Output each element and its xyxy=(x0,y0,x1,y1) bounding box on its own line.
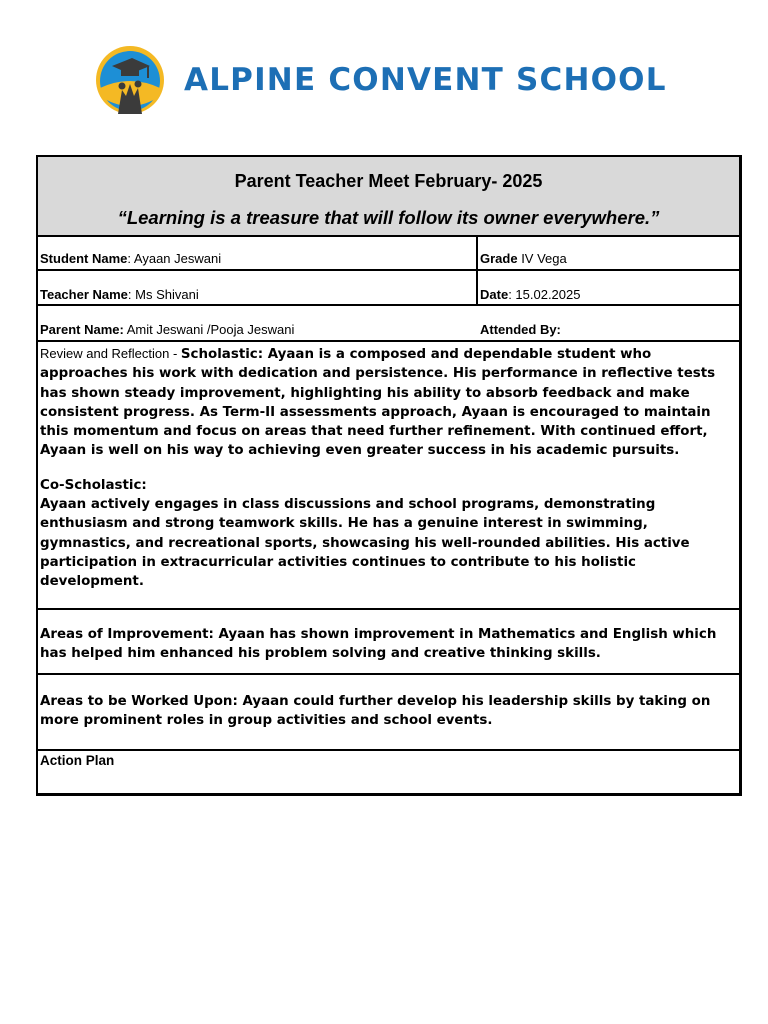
areas-of-improvement-section xyxy=(38,610,739,676)
ptm-form xyxy=(36,155,742,796)
student-name-cell xyxy=(38,237,478,269)
title-box xyxy=(38,157,739,237)
parent-name-value: Amit Jeswani /Pooja Jeswani xyxy=(123,322,295,337)
student-name-label: Student Name xyxy=(40,251,128,266)
review-lead-label: Review and Reflection - xyxy=(40,346,181,361)
meeting-title: Parent Teacher Meet February- 2025 xyxy=(234,171,543,191)
scholastic-text: Scholastic: Ayaan is a composed and dependable student who approaches his work with dedication and persistence. His performance in reflective tests has shown steady improvement, highlighting his ability to absorb feedback and make consistent progress. As Term-II assessments approach, Ayaan is encouraged to maintain this momentum and focus on areas that need further refinement. With continued effort, Ayaan is well on his way to achieving even greater success in his academic pursuits. xyxy=(40,347,716,459)
date-cell xyxy=(478,271,739,304)
attended-by-label: Attended By: xyxy=(480,322,561,337)
school-header xyxy=(94,44,667,116)
teacher-name-value: : Ms Shivani xyxy=(127,287,199,302)
student-name-value: : Ayaan Jeswani xyxy=(127,251,222,266)
scholastic-paragraph xyxy=(40,344,737,461)
grade-cell xyxy=(478,237,739,269)
parent-row xyxy=(38,306,739,340)
grade-value: IV Vega xyxy=(517,251,567,266)
teacher-name-cell xyxy=(38,271,478,304)
teacher-row xyxy=(38,271,739,306)
areas-of-improvement-text: Areas of Improvement: Ayaan has shown improvement in Mathematics and English which has helped him enhanced his problem solving and creative thinking skills. xyxy=(40,626,717,661)
parent-name-label: Parent Name: xyxy=(40,322,124,337)
areas-to-work-section xyxy=(38,675,739,751)
teacher-name-label: Teacher Name xyxy=(40,287,128,302)
meeting-quote: “Learning is a treasure that will follow its owner everywhere.” xyxy=(117,207,660,228)
co-scholastic-heading: Co-Scholastic: xyxy=(40,477,147,493)
action-plan-section xyxy=(38,751,739,793)
school-logo-icon xyxy=(94,44,166,116)
student-row xyxy=(38,237,739,271)
school-name: ALPINE CONVENT SCHOOL xyxy=(184,62,667,98)
areas-to-work-text: Areas to be Worked Upon: Ayaan could further develop his leadership skills by taking on more prominent roles in group activities and school events. xyxy=(40,694,711,729)
review-reflection-section xyxy=(38,340,739,610)
grade-label: Grade xyxy=(480,251,518,266)
co-scholastic-text: Ayaan actively engages in class discussions and school programs, demonstrating enthusiasm and strong teamwork skills. He has a genuine interest in swimming, gymnastics, and recreational sports, showcasing his well-rounded abilities. His active participation in extracurricular activities continues to contribute to his holistic development. xyxy=(40,497,690,590)
date-label: Date xyxy=(480,287,509,302)
date-value: : 15.02.2025 xyxy=(508,287,581,302)
parent-name-cell xyxy=(38,306,478,340)
attended-by-cell xyxy=(478,306,739,340)
action-plan-label: Action Plan xyxy=(40,752,115,768)
